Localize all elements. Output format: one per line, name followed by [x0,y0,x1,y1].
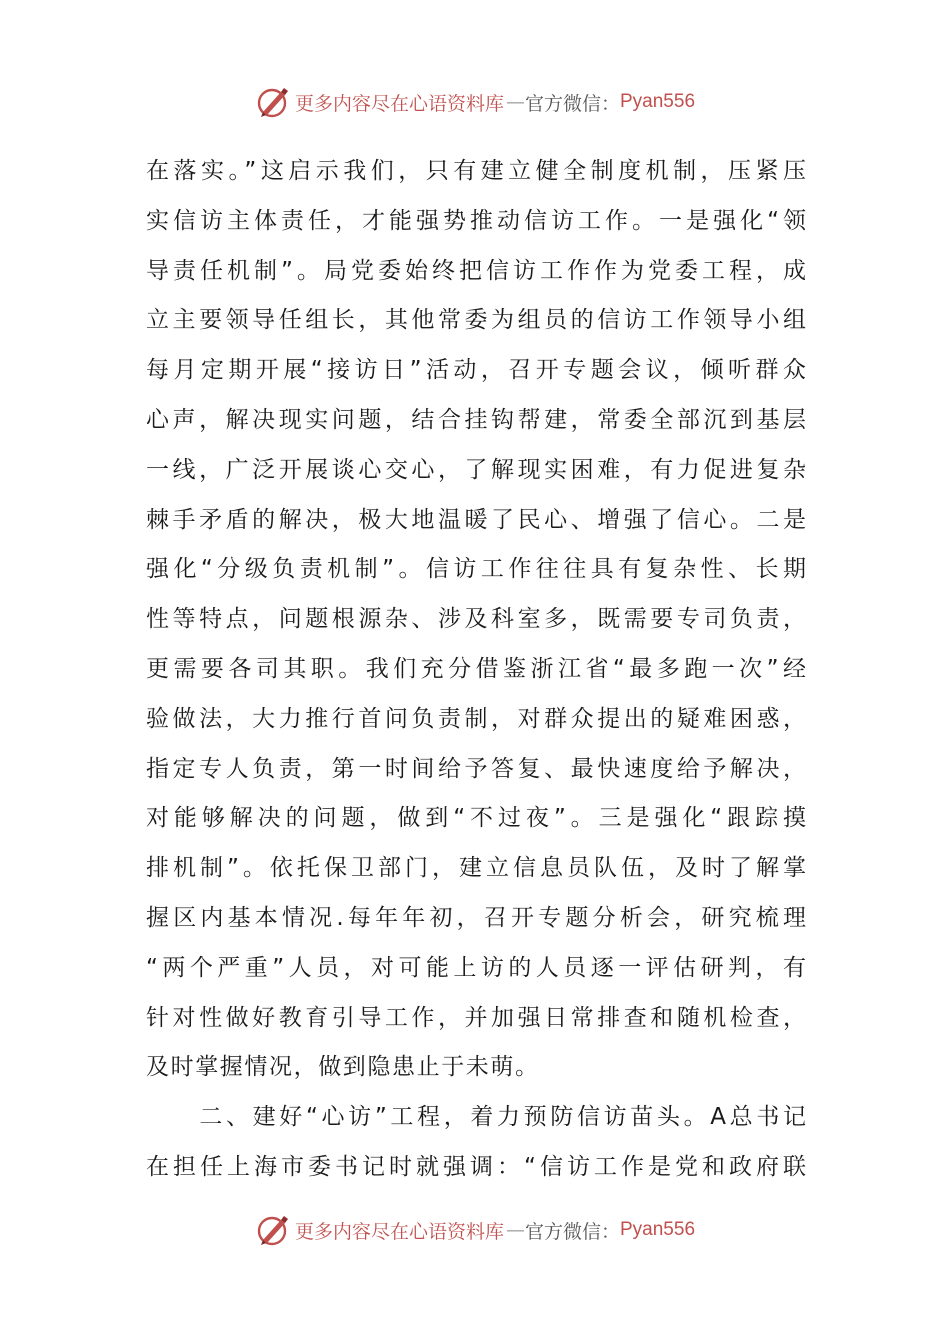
header-separator: — [505,91,523,113]
body-line: 验做法，大力推行首问负责制，对群众提出的疑难困惑， [146,705,806,732]
body-line: 指定专人负责，第一时间给予答复、最快速度给予解决， [146,755,806,782]
body-line: 每月定期开展“接访日”活动，召开专题会议，倾听群众 [146,357,806,384]
footer-official-label: 官方微信： [524,1220,620,1243]
body-line: 心声，解决现实问题，结合挂钩帮建，常委全部沉到基层 [146,406,806,433]
body-line: 强化“分级负责机制”。信访工作往往具有复杂性、长期 [146,556,806,583]
body-line: 针对性做好教育引导工作，并加强日常排查和随机检查， [146,1004,806,1031]
body-line: “两个严重”人员，对可能上访的人员逐一评估研判，有 [146,954,806,981]
body-line: 一线，广泛开展谈心交心，了解现实困难，有力促进复杂 [146,456,806,483]
pen-logo-icon [255,1212,291,1248]
body-line: 握区内基本情况.每年年初，召开专题分析会，研究梳理 [146,904,806,931]
footer-watermark [0,1208,950,1252]
body-line: 性等特点，问题根源杂、涉及科室多，既需要专司负责， [146,606,806,633]
body-line: 更需要各司其职。我们充分借鉴浙江省“最多跑一次”经 [146,655,806,682]
body-line: 导责任机制”。局党委始终把信访工作作为党委工程，成 [146,257,806,284]
body-line: 立主要领导任组长，其他常委为组员的信访工作领导小组 [146,307,806,334]
footer-wechat-id: Pyan556 [620,1219,696,1240]
body-line: 二、建好“心访”工程，着力预防信访苗头。A总书记 [146,1104,806,1131]
body-line: 在落实。”这启示我们，只有建立健全制度机制，压紧压 [146,158,806,184]
body-line: 实信访主体责任，才能强势推动信访工作。一是强化“领 [146,207,806,234]
body-line: 在担任上海市委书记时就强调：“信访工作是党和政府联 [146,1153,806,1180]
body-line: 及时掌握情况，做到隐患止于未萌。 [146,1054,540,1081]
body-line: 棘手矛盾的解决，极大地温暖了民心、增强了信心。二是 [146,506,806,533]
footer-separator: — [505,1219,523,1241]
header-watermark [0,80,950,124]
body-line: 排机制”。依托保卫部门，建立信息员队伍，及时了解掌 [146,855,806,882]
header-brand-text: 更多内容尽在心语资料库 [294,92,504,115]
pen-logo-icon [255,84,291,120]
header-official-label: 官方微信： [524,92,620,115]
header-wechat-id: Pyan556 [620,91,696,112]
footer-brand-text: 更多内容尽在心语资料库 [294,1220,504,1243]
document-body [146,147,806,1193]
body-line: 对能够解决的问题，做到“不过夜”。三是强化“跟踪摸 [146,805,806,832]
